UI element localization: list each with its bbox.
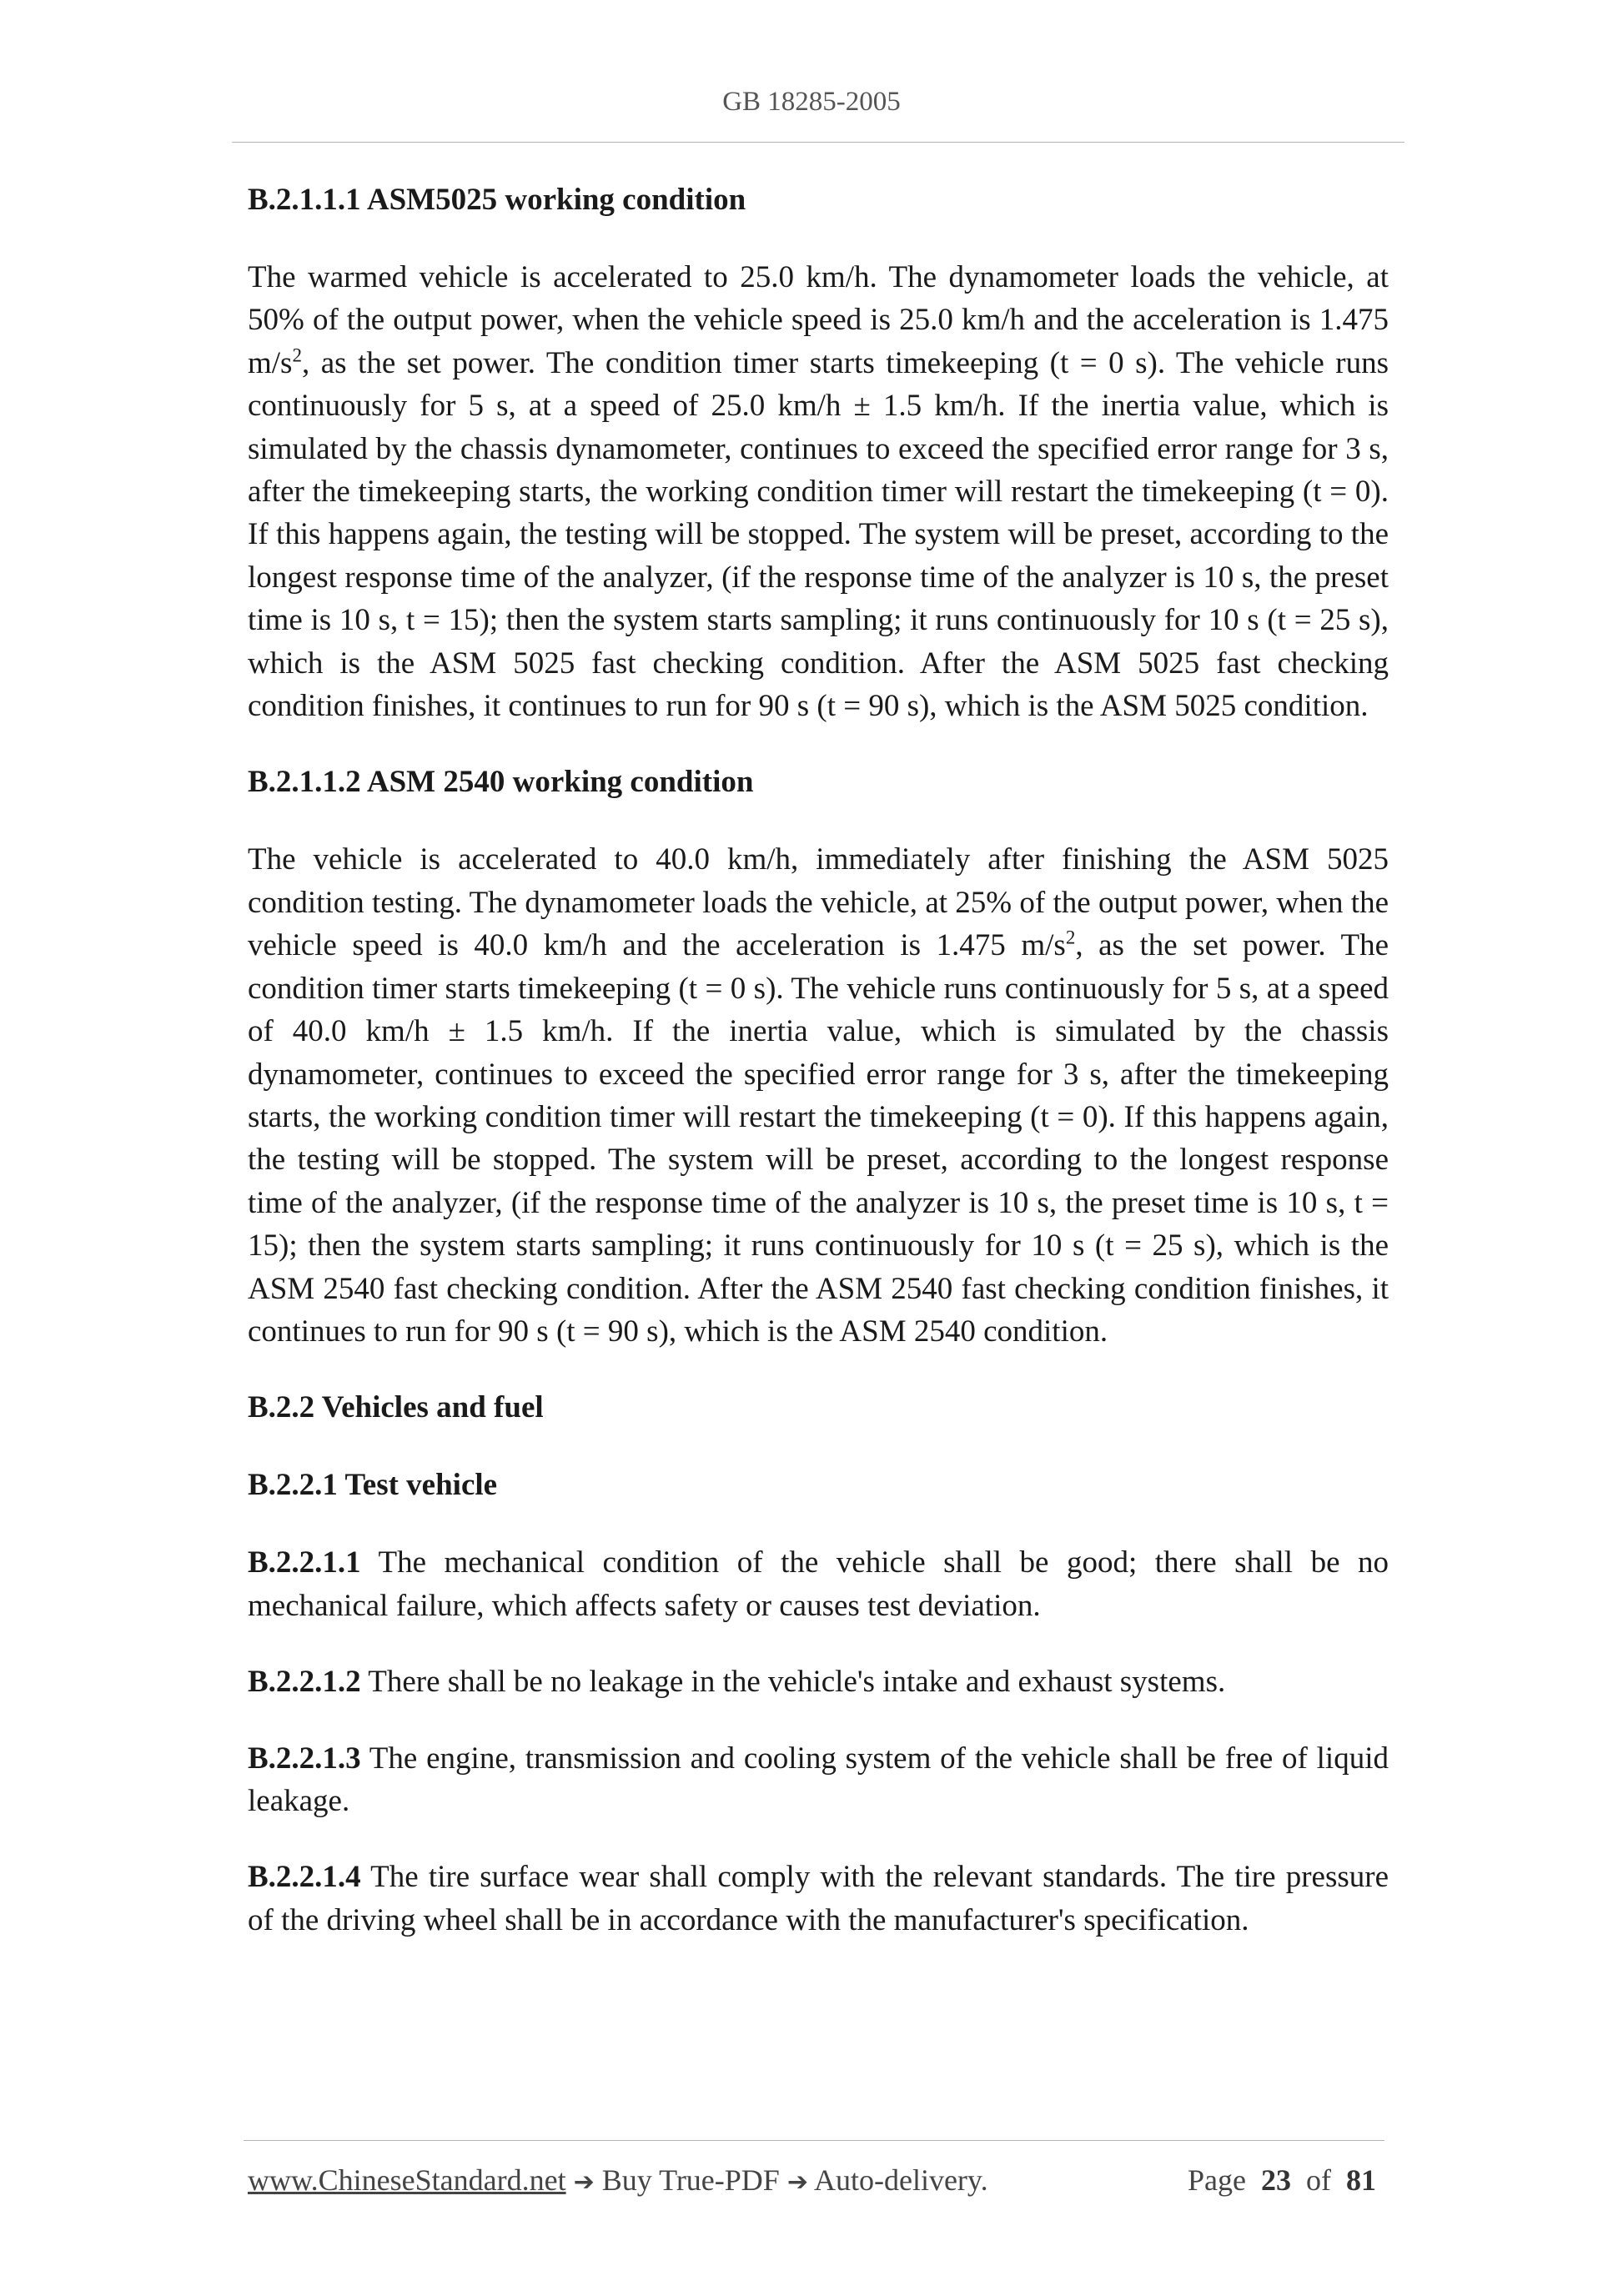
right-arrow-icon: ➔: [786, 2168, 808, 2197]
paragraph-b21112-text-b: , as the set power. The condition timer starts timekeeping (t = 0 s). The vehicle runs continuously for 5 s, at a speed of 40.0 km/h ± 1.5 km/h. If the inertia value, which is simulated by the chassis dynamometer, continues to exceed the specified error range for 3 s, after the timekeeping starts, the working condition timer will restart the timekeeping (t = 0). If this happens again, the testing will be stopped. The system will be preset, according to the longest response time of the analyzer, (if the response time of the analyzer is 10 s, the preset time is 10 s, t = 15); then the system starts sampling; it runs continuously for 10 s (t = 25 s), which is the ASM 2540 fast checking condition. After the ASM 2540 fast checking condition finishes, it continues to run for 90 s (t = 90 s), which is the ASM 2540 condition.: [248, 928, 1389, 1349]
superscript-2: 2: [1065, 927, 1076, 948]
page-number: [1188, 2163, 1376, 2198]
clause-label: B.2.2.1.1: [248, 1545, 361, 1580]
of-label: of: [1306, 2163, 1331, 2197]
heading-b21112: B.2.1.1.2 ASM 2540 working condition: [248, 765, 754, 800]
paragraph-b21112-text-a: The vehicle is accelerated to 40.0 km/h, immediately after finishing the ASM 5025 condition testing. The dynamometer loads the vehicle, at 25% of the output power, when the vehicle speed is 40.0 km/h and the acceleration is 1.475 m/s: [248, 842, 1389, 963]
page-total: 81: [1346, 2163, 1376, 2197]
right-arrow-icon: ➔: [573, 2168, 595, 2197]
paragraph-b21112: [248, 838, 1389, 1353]
clause-b2212: [248, 1660, 1389, 1703]
paragraph-b21111: [248, 256, 1389, 727]
clause-text: The mechanical condition of the vehicle shall be good; there shall be no mechanical failure, which affects safety or causes test deviation.: [248, 1545, 1389, 1623]
clause-b2214: [248, 1856, 1389, 1942]
clause-label: B.2.2.1.4: [248, 1860, 361, 1895]
footer-divider: [244, 2140, 1384, 2141]
heading-b22: B.2.2 Vehicles and fuel: [248, 1390, 544, 1425]
clause-label: B.2.2.1.2: [248, 1665, 361, 1700]
clause-text: The tire surface wear shall comply with the relevant standards. The tire pressure of the driving wheel shall be in accordance with the manufacturer's specification.: [248, 1860, 1389, 1937]
page-label: Page: [1188, 2163, 1246, 2197]
clause-text: There shall be no leakage in the vehicle's intake and exhaust systems.: [360, 1665, 1226, 1700]
page-current: 23: [1261, 2163, 1291, 2197]
paragraph-b21111-text-b: , as the set power. The condition timer starts timekeeping (t = 0 s). The vehicle runs continuously for 5 s, at a speed of 25.0 km/h ± 1.5 km/h. If the inertia value, which is simulated by the chassis dynamometer, continues to exceed the specified error range for 3 s, after the timekeeping starts, the working condition timer will restart the timekeeping (t = 0). If this happens again, the testing will be stopped. The system will be preset, according to the longest response time of the analyzer, (if the response time of the analyzer is 10 s, the preset time is 10 s, t = 15); then the system starts sampling; it runs continuously for 10 s (t = 25 s), which is the ASM 5025 fast checking condition. After the ASM 5025 fast checking condition finishes, it continues to run for 90 s (t = 90 s), which is the ASM 5025 condition.: [248, 345, 1389, 724]
footer-promo: [248, 2163, 988, 2198]
clause-b2211: [248, 1541, 1389, 1627]
clause-label: B.2.2.1.3: [248, 1741, 361, 1776]
page-content: [248, 178, 1389, 1975]
website-link[interactable]: www.ChineseStandard.net: [248, 2163, 566, 2197]
clause-b2213: [248, 1737, 1389, 1823]
clause-text: The engine, transmission and cooling system of the vehicle shall be free of liquid leakage.: [248, 1741, 1389, 1818]
heading-b21111: B.2.1.1.1 ASM5025 working condition: [248, 183, 746, 217]
page-footer: [248, 2163, 1376, 2204]
superscript-2: 2: [292, 344, 302, 366]
paragraph-b21111-text-a: The warmed vehicle is accelerated to 25.0 km/h. The dynamometer loads the vehicle, at 50% of the output power, when the vehicle speed is 25.0 km/h and the acceleration is 1.475 m/s: [248, 260, 1389, 380]
buy-true-pdf-text: Buy True-PDF: [601, 2163, 780, 2197]
document-header-title: GB 18285-2005: [722, 87, 901, 117]
header-divider: [232, 142, 1404, 143]
auto-delivery-text: Auto-delivery.: [813, 2163, 988, 2197]
heading-b221: B.2.2.1 Test vehicle: [248, 1468, 498, 1503]
